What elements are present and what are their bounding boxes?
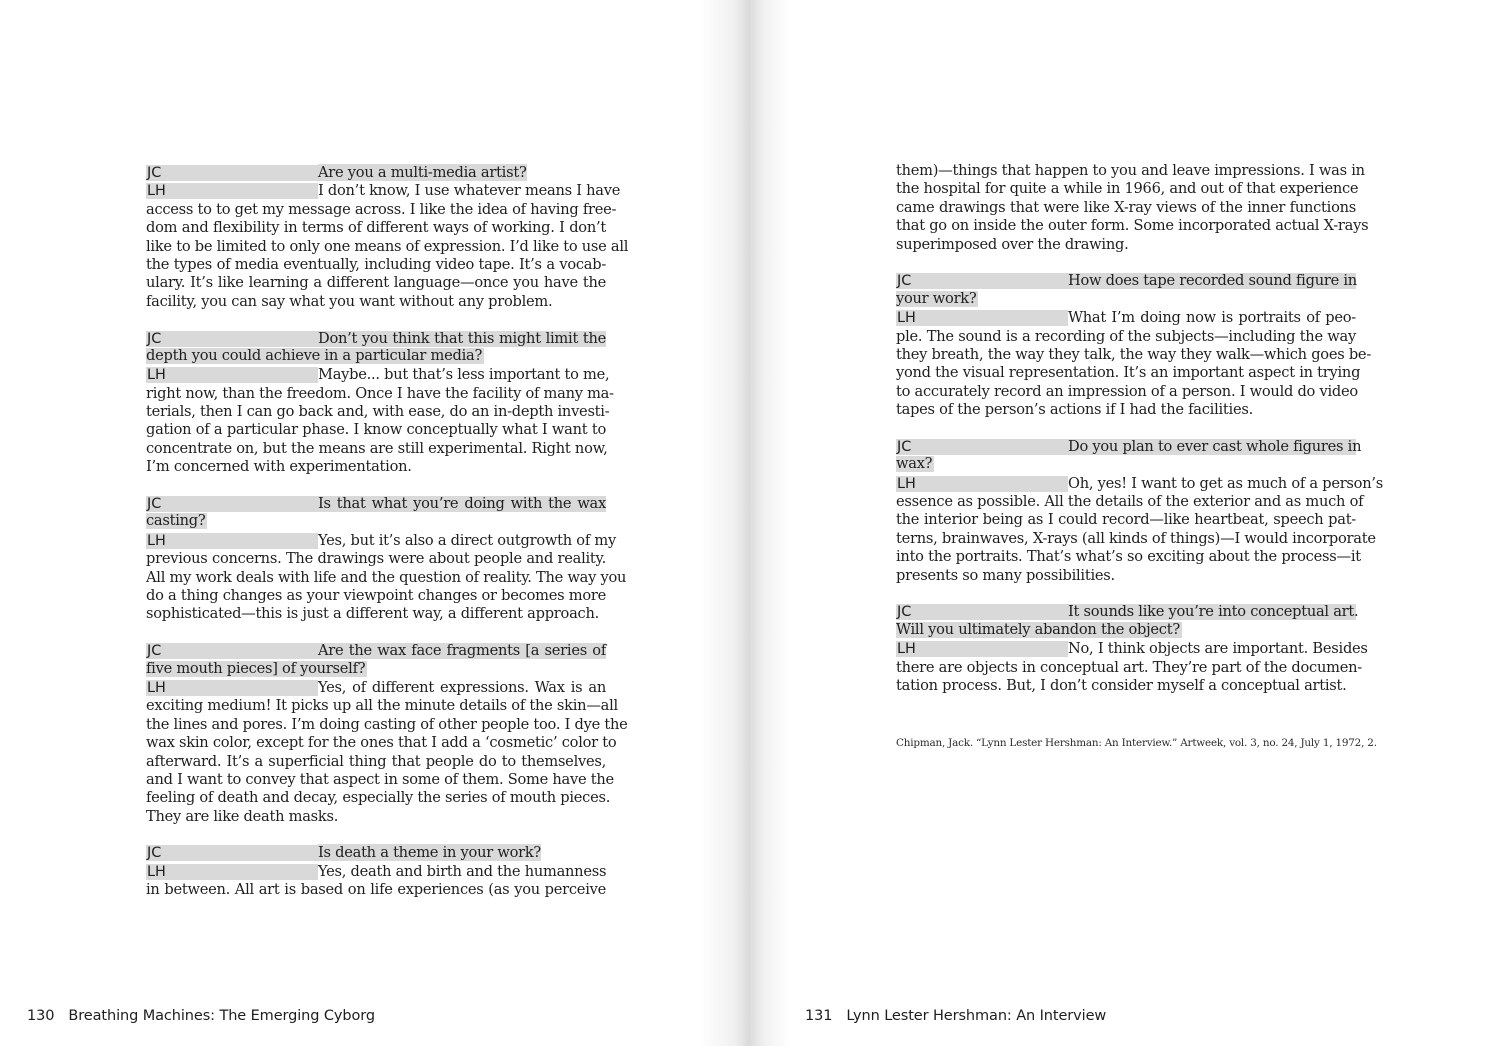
- answer-line: terns, brainwaves, X-rays (all kinds of things)—I would incorporate: [896, 529, 1376, 547]
- left-page-footer: [27, 1008, 375, 1024]
- answer-line: do a thing changes as your viewpoint changes or becomes more: [146, 586, 606, 604]
- paragraph-line: superimposed over the drawing.: [896, 235, 1129, 253]
- question-continuation-text: your work?: [896, 289, 977, 307]
- answer-text: Yes, but it’s also a direct outgrowth of my: [318, 531, 616, 549]
- question-text: [1068, 603, 1359, 621]
- question-continuation-text: wax?: [896, 455, 933, 473]
- right-page-footer: [805, 1008, 1106, 1024]
- speaker-label: LH: [896, 476, 1068, 492]
- question-continuation: [146, 661, 606, 679]
- speaker-label: LH: [146, 864, 318, 880]
- question-text: [318, 164, 606, 182]
- speaker-label: JC: [146, 165, 318, 181]
- speaker-label: LH: [896, 310, 1068, 326]
- answer-line: ple. The sound is a recording of the subjects—including the way: [896, 327, 1356, 345]
- answer-line: the lines and pores. I’m doing casting of other people too. I dye the: [146, 715, 628, 733]
- question-first-line: [146, 164, 606, 182]
- question-first-line: [896, 437, 1362, 456]
- question-text-content: It sounds like you’re into conceptual art.: [1068, 603, 1359, 621]
- question-continuation: [896, 291, 1356, 309]
- question-continuation-text: casting?: [146, 512, 206, 530]
- question-text-content: Is that what you’re doing with the wax: [318, 495, 606, 513]
- speaker-label: JC: [896, 273, 1068, 289]
- left-page-number: 130: [27, 1008, 55, 1024]
- answer-text: Maybe... but that’s less important to me,: [318, 366, 610, 384]
- answer-line: in between. All art is based on life experiences (as you perceive: [146, 881, 606, 899]
- left-interview-column: [146, 164, 629, 900]
- question-text: [1068, 272, 1356, 290]
- answer-line: I’m concerned with experimentation.: [146, 458, 412, 476]
- answer-line: like to be limited to only one means of expression. I’d like to use all: [146, 237, 629, 255]
- speaker-label: JC: [146, 331, 318, 347]
- answer-line: yond the visual representation. It’s an important aspect in trying: [896, 364, 1361, 382]
- answer-line: exciting medium! It picks up all the minute details of the skin—all: [146, 697, 618, 715]
- answer-text: Yes, death and birth and the humanness: [318, 862, 607, 880]
- question-text: [318, 495, 606, 513]
- answer-text: What I’m doing now is portraits of peo-: [1068, 309, 1356, 327]
- question-first-line: [896, 603, 1359, 621]
- answer-line: All my work deals with life and the question of reality. The way you: [146, 568, 627, 586]
- right-page-number: 131: [805, 1008, 833, 1024]
- answer-line: feeling of death and decay, especially the series of mouth pieces.: [146, 789, 611, 807]
- paragraph-gap: [146, 311, 606, 329]
- answer-text: Oh, yes! I want to get as much of a person’s: [1068, 474, 1383, 492]
- answer-first-line: [146, 182, 621, 200]
- answer-line: they breath, the way they talk, the way they walk—which goes be-: [896, 345, 1371, 363]
- paragraph-line: came drawings that were like X-ray views of the inner functions: [896, 198, 1356, 216]
- answer-text: I don’t know, I use whatever means I have: [318, 182, 621, 200]
- question-continuation: [896, 456, 1356, 474]
- answer-first-line: [146, 863, 606, 881]
- answer-line: essence as possible. All the details of the exterior and as much of: [896, 493, 1364, 511]
- speaker-label: LH: [146, 533, 318, 549]
- speaker-label: LH: [146, 367, 318, 383]
- answer-line: facility, you can say what you want without any problem.: [146, 292, 553, 310]
- question-text-content: Don’t you think that this might limit the: [318, 329, 606, 347]
- right-running-title: Lynn Lester Hershman: An Interview: [846, 1008, 1107, 1024]
- question-first-line: [146, 642, 606, 660]
- speaker-label: JC: [896, 604, 1068, 620]
- answer-line: sophisticated—this is just a different way, a different approach.: [146, 605, 599, 623]
- paragraph-line: that go on inside the outer form. Some incorporated actual X-rays: [896, 217, 1369, 235]
- answer-first-line: [896, 309, 1356, 327]
- answer-line: the interior being as I could record—like heartbeat, speech pat-: [896, 511, 1356, 529]
- speaker-label: JC: [146, 496, 318, 512]
- right-page: [750, 0, 1500, 1046]
- paragraph-gap: [896, 419, 1356, 437]
- question-first-line: [146, 330, 606, 348]
- question-text: [318, 330, 606, 348]
- answer-line: terials, then I can go back and, with ease, do an in-depth investi-: [146, 403, 610, 421]
- answer-first-line: [896, 474, 1383, 493]
- speaker-label: JC: [146, 643, 318, 659]
- answer-text: No, I think objects are important. Besides: [1068, 640, 1368, 658]
- question-text-content: Is death a theme in your work?: [318, 844, 542, 862]
- answer-first-line: [146, 531, 616, 550]
- citation: Chipman, Jack. “Lynn Lester Hershman: An Interview.” Artweek, vol. 3, no. 24, July 1, 1972, 2.: [896, 737, 1377, 749]
- question-continuation-text: depth you could achieve in a particular media?: [146, 346, 483, 364]
- answer-line: tation process. But, I don’t consider myself a conceptual artist.: [896, 676, 1347, 694]
- answer-line: previous concerns. The drawings were about people and reality.: [146, 550, 606, 568]
- question-text: [1068, 437, 1362, 456]
- answer-line: concentrate on, but the means are still experimental. Right now,: [146, 439, 608, 457]
- answer-line: gation of a particular phase. I know conceptually what I want to: [146, 421, 606, 439]
- answer-line: there are objects in conceptual art. They’re part of the documen-: [896, 658, 1362, 676]
- question-text-content: How does tape recorded sound figure in: [1068, 272, 1357, 290]
- paragraph-line: the hospital for quite a while in 1966, and out of that experience: [896, 180, 1359, 198]
- right-interview-column: [896, 162, 1383, 695]
- speaker-label: LH: [896, 641, 1068, 657]
- speaker-label: JC: [146, 845, 318, 861]
- answer-first-line: [146, 679, 606, 697]
- question-first-line: [146, 844, 606, 862]
- answer-line: ulary. It’s like learning a different language—once you have the: [146, 274, 606, 292]
- question-first-line: [896, 272, 1356, 290]
- answer-line: to accurately record an impression of a person. I would do video: [896, 382, 1358, 400]
- answer-line: afterward. It’s a superficial thing that people do to themselves,: [146, 752, 606, 770]
- answer-text: Yes, of different expressions. Wax is an: [318, 678, 606, 696]
- question-continuation-text: five mouth pieces] of yourself?: [146, 659, 366, 677]
- question-text-content: Are the wax face fragments [a series of: [318, 642, 606, 660]
- question-text-content: Do you plan to ever cast whole figures in: [1068, 437, 1362, 455]
- answer-line: and I want to convey that aspect in some of them. Some have the: [146, 770, 614, 788]
- left-running-title: Breathing Machines: The Emerging Cyborg: [68, 1008, 375, 1024]
- answer-line: access to to get my message across. I like the idea of having free-: [146, 200, 617, 218]
- question-text: [318, 642, 606, 660]
- speaker-label: LH: [146, 680, 318, 696]
- paragraph-line: them)—things that happen to you and leave impressions. I was in: [896, 162, 1365, 179]
- question-text-content: Are you a multi-media artist?: [318, 164, 527, 181]
- question-continuation: [896, 622, 1356, 640]
- paragraph-gap: [896, 254, 1356, 272]
- speaker-label: LH: [146, 183, 318, 199]
- question-text: [318, 844, 606, 862]
- answer-line: dom and flexibility in terms of different ways of working. I don’t: [146, 219, 606, 237]
- answer-line: presents so many possibilities.: [896, 566, 1115, 584]
- paragraph-gap: [146, 624, 606, 642]
- answer-line: tapes of the person’s actions if I had the facilities.: [896, 401, 1253, 419]
- answer-line: right now, than the freedom. Once I have the facility of many ma-: [146, 384, 614, 402]
- paragraph-gap: [146, 826, 606, 844]
- answer-line: They are like death masks.: [146, 807, 339, 825]
- answer-line: the types of media eventually, including video tape. It’s a vocab-: [146, 255, 606, 273]
- question-first-line: [146, 495, 606, 513]
- answer-line: wax skin color, except for the ones that I add a ‘cosmetic’ color to: [146, 734, 617, 752]
- speaker-label: JC: [896, 439, 1068, 455]
- answer-line: into the portraits. That’s what’s so exciting about the process—it: [896, 548, 1361, 566]
- question-continuation: [146, 513, 606, 531]
- answer-first-line: [146, 366, 610, 384]
- question-continuation: [146, 348, 606, 366]
- paragraph-gap: [146, 477, 606, 495]
- question-continuation-text: Will you ultimately abandon the object?: [896, 620, 1180, 638]
- answer-first-line: [896, 640, 1368, 658]
- paragraph-gap: [896, 585, 1356, 603]
